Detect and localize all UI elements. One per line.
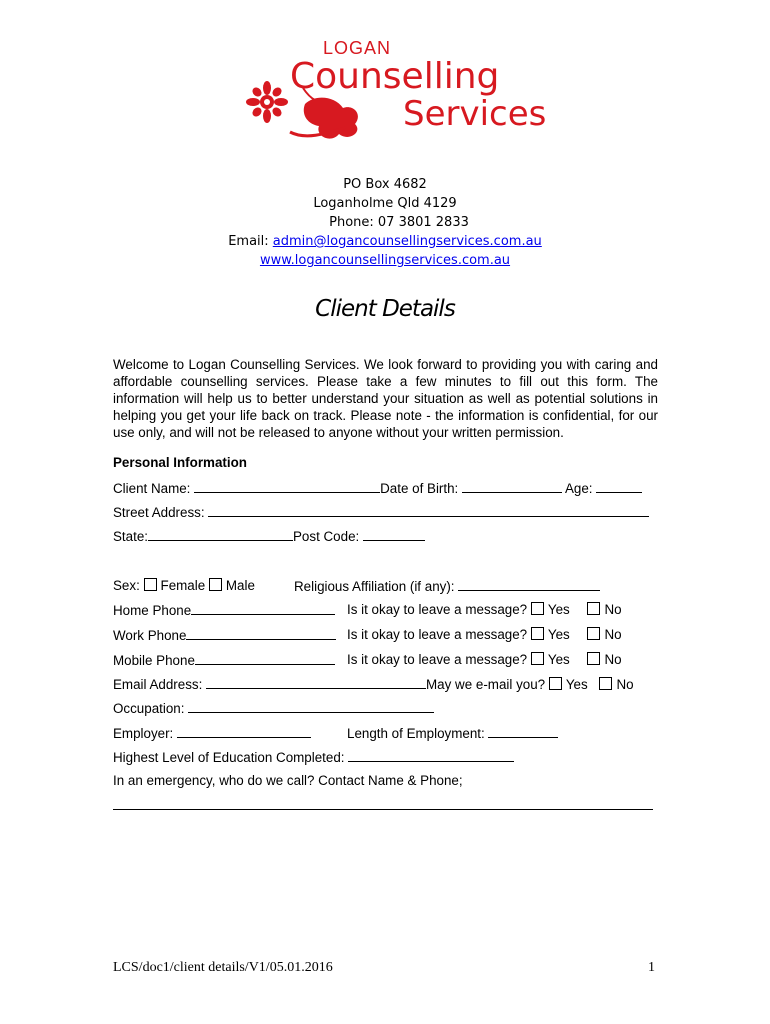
dob-label: Date of Birth: <box>380 481 462 496</box>
postcode-label: Post Code: <box>293 529 363 544</box>
home-phone-label: Home Phone <box>113 603 192 618</box>
address-po-box: PO Box 4682 <box>343 177 427 192</box>
footer-doc-ref: LCS/doc1/client details/V1/05.01.2016 <box>113 960 333 975</box>
employer-field[interactable] <box>177 725 311 738</box>
footer-page-number: 1 <box>648 960 655 975</box>
email-address-field[interactable] <box>206 676 426 689</box>
age-label: Age: <box>564 481 597 496</box>
home-phone-row <box>113 602 335 618</box>
leave-message-label: Is it okay to leave a message? <box>347 652 528 667</box>
work-phone-row <box>113 627 336 643</box>
mobile-yes-checkbox[interactable] <box>531 652 544 665</box>
length-employment-row <box>347 725 558 741</box>
emergency-line-row <box>113 797 653 813</box>
client-name-row <box>113 480 642 496</box>
female-label: Female <box>160 578 206 593</box>
street-row <box>113 504 649 520</box>
work-phone-field[interactable] <box>186 627 336 640</box>
leave-message-label: Is it okay to leave a message? <box>347 627 528 642</box>
sex-label: Sex: <box>113 578 144 593</box>
religion-field[interactable] <box>458 578 600 591</box>
website-link[interactable]: www.logancounsellingservices.com.au <box>259 253 511 268</box>
employer-label: Employer: <box>113 726 177 741</box>
work-message-row <box>347 627 622 642</box>
email-link[interactable]: admin@logancounsellingservices.com.au <box>272 234 542 249</box>
mobile-phone-field[interactable] <box>195 652 335 665</box>
age-field[interactable] <box>596 480 642 493</box>
length-employment-field[interactable] <box>488 725 558 738</box>
logo <box>245 38 547 148</box>
education-row <box>113 749 514 765</box>
section-heading: Personal Information <box>113 455 247 470</box>
emergency-label: In an emergency, who do we call? Contact Name & Phone; <box>113 773 463 788</box>
yes-label: Yes <box>547 627 570 642</box>
email-yes-checkbox[interactable] <box>549 677 562 690</box>
logo-line-2: Counselling <box>290 56 500 97</box>
work-phone-label: Work Phone <box>113 628 187 643</box>
religion-row <box>294 578 600 594</box>
state-row <box>113 528 425 544</box>
address-website-line <box>0 251 770 270</box>
mobile-no-checkbox[interactable] <box>587 652 600 665</box>
address-email-line <box>0 232 770 251</box>
email-no-checkbox[interactable] <box>599 677 612 690</box>
no-label: No <box>616 677 634 692</box>
may-email-label: May we e-mail you? <box>426 677 546 692</box>
occupation-row <box>113 700 434 716</box>
home-yes-checkbox[interactable] <box>531 602 544 615</box>
leave-message-label: Is it okay to leave a message? <box>347 602 528 617</box>
mobile-phone-row <box>113 652 335 668</box>
yes-label: Yes <box>547 602 570 617</box>
education-label: Highest Level of Education Completed: <box>113 750 349 765</box>
yes-label: Yes <box>565 677 588 692</box>
male-checkbox[interactable] <box>209 578 222 591</box>
emergency-field[interactable] <box>113 797 653 810</box>
occupation-label: Occupation: <box>113 701 189 716</box>
home-no-checkbox[interactable] <box>587 602 600 615</box>
street-label: Street Address: <box>113 505 209 520</box>
logo-line-1: LOGAN <box>323 38 392 58</box>
no-label: No <box>604 602 622 617</box>
work-yes-checkbox[interactable] <box>531 627 544 640</box>
work-no-checkbox[interactable] <box>587 627 600 640</box>
mobile-phone-label: Mobile Phone <box>113 653 195 668</box>
street-field[interactable] <box>208 504 649 517</box>
female-checkbox[interactable] <box>144 578 157 591</box>
logo-line-3: Services <box>403 94 547 134</box>
home-message-row <box>347 602 622 617</box>
mobile-message-row <box>347 652 622 667</box>
email-row <box>113 676 634 692</box>
page-title: Client Details <box>315 296 455 322</box>
postcode-field[interactable] <box>363 528 425 541</box>
education-field[interactable] <box>348 749 514 762</box>
state-label: State: <box>113 529 148 544</box>
employer-row <box>113 725 311 741</box>
client-name-label: Client Name: <box>113 481 195 496</box>
intro-paragraph: Welcome to Logan Counselling Services. We look forward to providing you with caring and affordable counselling services. Please take a few minutes to fill out this form. The information will help us to better understand your situation as well as potential solutions in helping you get your life back on track. Please note - the information is confidential, for our use only, and will not be released to anyone without your written permission. <box>113 357 658 440</box>
client-name-field[interactable] <box>194 480 380 493</box>
length-employment-label: Length of Employment: <box>347 726 489 741</box>
address-phone: Phone: 07 3801 2833 <box>329 215 469 230</box>
male-label: Male <box>225 578 255 593</box>
home-phone-field[interactable] <box>191 602 335 615</box>
occupation-field[interactable] <box>188 700 434 713</box>
sex-row <box>113 578 255 593</box>
email-label: Email: <box>228 234 273 249</box>
address-suburb: Loganholme Qld 4129 <box>313 196 457 211</box>
dob-field[interactable] <box>462 480 562 493</box>
yes-label: Yes <box>547 652 570 667</box>
email-address-label: Email Address: <box>113 677 207 692</box>
religion-label: Religious Affiliation (if any): <box>294 579 459 594</box>
state-field[interactable] <box>148 528 293 541</box>
no-label: No <box>604 652 622 667</box>
no-label: No <box>604 627 622 642</box>
